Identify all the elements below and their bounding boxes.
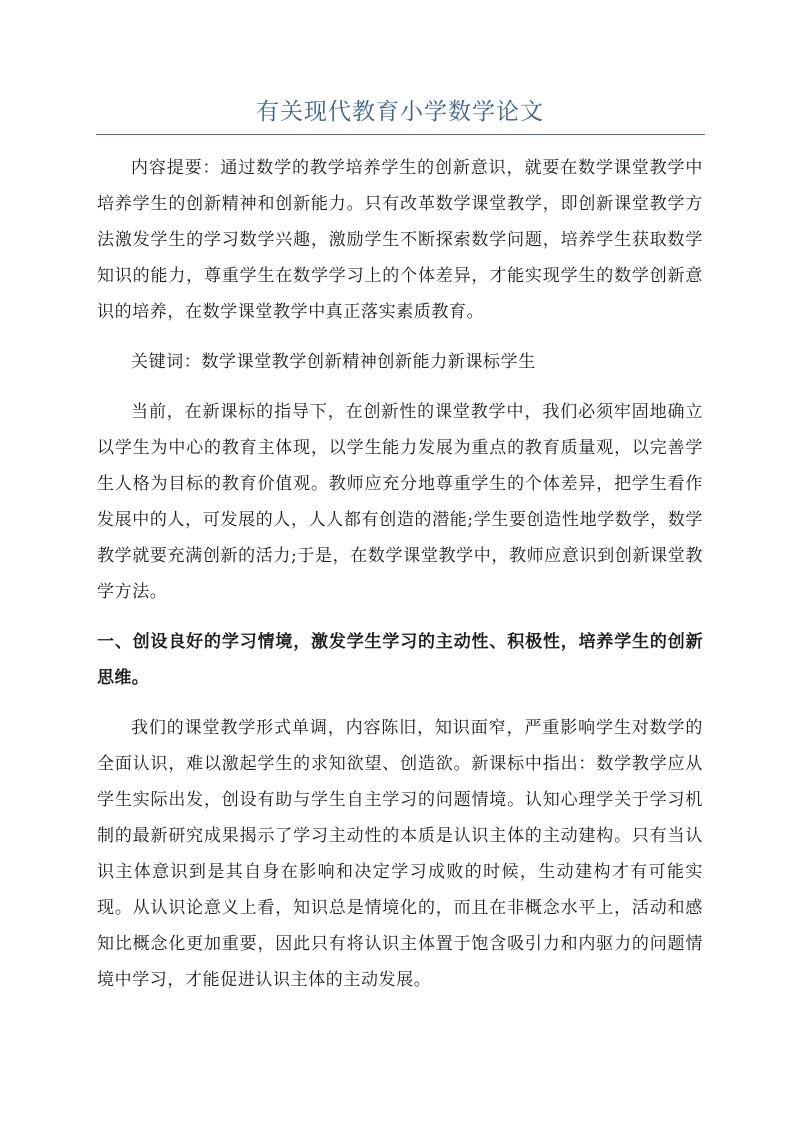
document-body [97,150,703,998]
abstract-paragraph: 内容提要：通过数学的教学培养学生的创新意识，就要在数学课堂教学中培养学生的创新精神和创新能力。只有改革数学课堂教学，即创新课堂教学方法激发学生的学习数学兴趣，激励学生不断探索数学问题，培养学生获取数学知识的能力，尊重学生在数学学习上的个体差异，才能实现学生的数学创新意识的培养，在数学课堂教学中真正落实素质教育。 [97,158,703,322]
section-1-heading: 一、创设良好的学习情境，激发学生学习的主动性、积极性，培养学生的创新思维。 [97,632,703,688]
keywords-paragraph: 关键词：数学课堂教学创新精神创新能力新课标学生 [131,352,536,372]
title-divider [96,134,705,135]
intro-paragraph: 当前，在新课标的指导下，在创新性的课堂教学中，我们必须牢固地确立以学生为中心的教育主体现，以学生能力发展为重点的教育质量观，以完善学生人格为目标的教育价值观。教师应充分地尊重学生的个体差异，把学生看作发展中的人，可发展的人，人人都有创造的潜能;学生要创造性地学数学，数学教学就要充满创新的活力;于是，在数学课堂教学中，教师应意识到创新课堂教学方法。 [97,402,703,602]
section-1-paragraph: 我们的课堂教学形式单调，内容陈旧，知识面窄，严重影响学生对数学的全面认识，难以激起学生的求知欲望、创造欲。新课标中指出：数学教学应从学生实际出发，创设有助与学生自主学习的问题情境。认知心理学关于学习机制的最新研究成果揭示了学习主动性的本质是认识主体的主动建构。只有当认识主体意识到是其自身在影响和决定学习成败的时候，生动建构才有可能实现。从认识论意义上看，知识总是情境化的，而且在非概念水平上，活动和感知比概念化更加重要，因此只有将认识主体置于饱含吸引力和内驱力的问题情境中学习，才能促进认识主体的主动发展。 [97,718,703,990]
document-title: 有关现代教育小学数学论文 [256,99,544,125]
